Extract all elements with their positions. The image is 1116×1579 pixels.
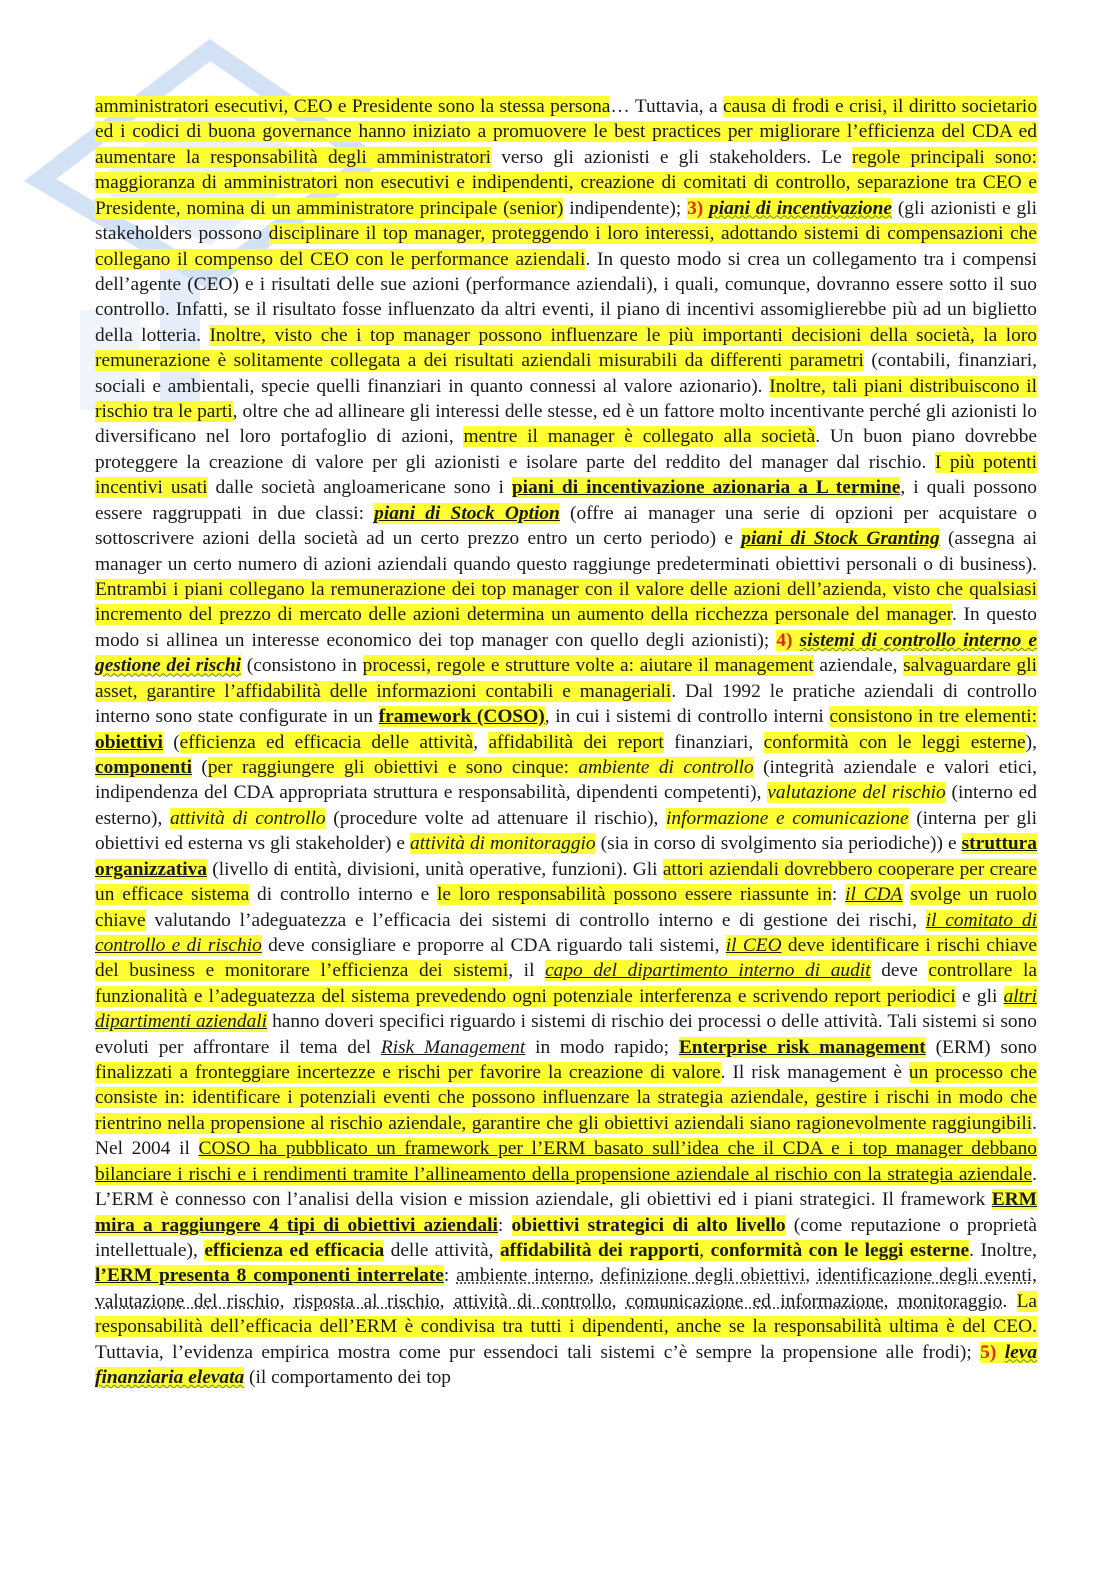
text-span: .	[1002, 1290, 1017, 1312]
text-span: efficienza ed efficacia delle attività	[179, 731, 474, 753]
text-span: (procedure volte ad attenuare il rischio),	[325, 807, 667, 829]
key-term: piani di Stock Option	[374, 502, 560, 524]
text-span: (come reputazione o proprietà intellettuale),	[95, 1214, 1037, 1261]
text-span: … Tuttavia, a	[610, 96, 724, 117]
text-span: (ERM) sono	[925, 1036, 1037, 1058]
section-heading: piani di incentivazione	[709, 197, 892, 219]
text-span	[792, 630, 799, 651]
text-span: delle attività,	[384, 1239, 500, 1261]
key-term: il CEO	[725, 934, 782, 956]
text-span: regole principali sono: maggioranza di amministratori non esecutivi e indipendenti, creazione di comitati di controllo, separazione tra CEO e Presidente, nomina di un amministratore principale (senior)	[95, 146, 1037, 219]
section-heading: sistemi di controllo interno e gestione dei rischi	[95, 629, 1037, 677]
list-number: 3)	[687, 197, 704, 219]
key-term: piani di Stock Granting	[741, 528, 940, 550]
text-span: (offre ai manager una serie di opzioni per acquistare o sottoscrivere azioni della società ad un certo prezzo entro un certo periodo) e	[95, 502, 1037, 550]
text-span: Inoltre, tali piani distribuiscono il rischio tra le parti	[95, 375, 1037, 423]
key-term: risposta al rischio	[293, 1290, 440, 1312]
text-span: attori aziendali dovrebbero cooperare per creare un efficace sistema	[95, 858, 1037, 906]
text-span: , oltre che ad allineare gli interessi delle stesse, ed è un fattore molto incentivante perché gli azionisti lo diversificano nel loro portafoglio di azioni,	[95, 401, 1038, 448]
text-span: (consistono in	[241, 655, 363, 677]
key-term: comunicazione ed informazione	[625, 1290, 884, 1312]
text-span: . In questo modo si allinea un interesse economico dei top manager con quello degli azionisti);	[95, 604, 1037, 651]
text-span: ,	[805, 1265, 817, 1287]
text-span	[996, 1342, 1004, 1363]
text-span: ,	[439, 1290, 454, 1312]
text-span: . Dal 1992 le pratiche aziendali di controllo interno sono state configurate in un	[95, 680, 1037, 728]
text-span: , i quali possono essere raggruppati in due classi:	[95, 477, 1037, 524]
text-span: (	[162, 731, 180, 753]
text-span: le loro responsabilità possono essere riassunte in	[437, 884, 832, 906]
text-span: per raggiungere gli obiettivi e sono cinque:	[207, 756, 579, 778]
key-term: definizione degli obiettivi	[600, 1265, 806, 1287]
key-term: informazione e comunicazione	[666, 807, 909, 829]
key-term: obiettivi	[95, 731, 163, 753]
text-span: ,	[1032, 1265, 1037, 1287]
key-term: attività di controllo	[453, 1290, 612, 1312]
text-span: salvaguardare gli asset, garantire l’affidabilità delle informazioni contabili e manageriali	[95, 655, 1037, 702]
text-span: deve	[870, 960, 929, 982]
text-span: e gli	[955, 985, 1004, 1007]
text-span: . Il risk management è	[720, 1062, 909, 1084]
text-span: amministratori esecutivi, CEO e Presidente sono la stessa persona	[95, 96, 611, 117]
text-span: (livello di entità, divisioni, unità operative, funzioni). Gli	[207, 858, 663, 880]
text-span: svolge un ruolo chiave	[95, 884, 1037, 931]
text-span: COSO ha pubblicato un framework per l’ERM basato sull’idea che il CDA e i top manager debbano bilanciare i rischi e i rendimenti tramite l’allineamento della propensione aziendale al rischio con la strategia aziendale	[95, 1138, 1037, 1185]
key-term: il comitato di controllo e di rischio	[95, 909, 1037, 956]
text-span: , in cui i sistemi di controllo interni	[544, 706, 830, 728]
text-span: indipendente);	[563, 197, 688, 219]
text-span: ,	[473, 731, 489, 753]
text-span: dalle società angloamericane sono i	[207, 477, 512, 499]
text-span: di controllo interno e	[249, 884, 438, 906]
key-term: struttura organizzativa	[95, 833, 1037, 880]
key-term: conformità con le leggi esterne	[710, 1239, 970, 1261]
text-span: . Nel 2004 il	[95, 1112, 1037, 1160]
text-span: ,	[699, 1239, 711, 1261]
key-term: ambiente interno	[456, 1265, 590, 1287]
text-span: conformità con le leggi esterne	[763, 731, 1026, 753]
body-paragraph	[95, 94, 1037, 1391]
text-span: processi, regole e strutture volte a: aiutare il management	[362, 655, 814, 677]
text-span: ,	[589, 1265, 601, 1287]
text-span: valutando l’adeguatezza e l’efficacia dei sistemi di controllo interno e di gestione dei rischi,	[145, 909, 926, 931]
key-term: ERM mira a raggiungere 4 tipi di obiettivi aziendali	[95, 1189, 1037, 1236]
key-term: attività di controllo	[169, 807, 326, 829]
key-term: attività di monitoraggio	[410, 833, 596, 855]
text-span: . Inoltre,	[969, 1239, 1037, 1261]
text-span: ,	[611, 1290, 626, 1312]
text-span: Inoltre, visto che i top manager possono influenzare le più importanti decisioni della società, la loro remunerazione è solitamente collegata a dei risultati aziendali misurabili da differenti parametri	[95, 324, 1037, 372]
text-span: :	[443, 1265, 457, 1287]
key-term: framework (COSO)	[378, 706, 545, 728]
key-term: altri dipartimenti aziendali	[95, 985, 1037, 1033]
key-term: capo del dipartimento interno di audit	[545, 960, 871, 982]
text-span: (interno ed esterno),	[95, 782, 1037, 829]
text-span: verso gli azionisti e gli stakeholders. Le	[491, 146, 852, 168]
text-span: (il comportamento dei top	[244, 1367, 451, 1389]
text-span: (integrità aziendale e valori etici, indipendenza del CDA appropriata struttura e responsabilità, dipendenti competenti),	[95, 756, 1038, 804]
text-span: ,	[883, 1290, 898, 1312]
text-span: Tuttavia, l’evidenza empirica mostra come pur essendoci tali sistemi c’è sempre la propensione alle frodi);	[95, 1341, 981, 1363]
key-term: componenti	[95, 756, 192, 778]
text-span: :	[497, 1214, 512, 1236]
text-span: (interna per gli obiettivi ed esterna vs gli stakeholder) e	[95, 807, 1037, 855]
key-term: affidabilità dei rapporti	[499, 1239, 700, 1261]
text-span: ),	[1025, 731, 1037, 753]
text-span: (gli azionisti e gli stakeholders possono	[95, 197, 1037, 245]
key-term: ambiente di controllo	[578, 756, 754, 778]
key-term: valutazione del rischio	[95, 1290, 280, 1312]
text-span: aziendale,	[813, 655, 904, 677]
text-span: deve consigliare e proporre al CDA riguardo tali sistemi,	[261, 934, 726, 956]
key-term: efficienza ed efficacia	[204, 1239, 385, 1261]
text-span: mentre il manager è collegato alla società	[463, 426, 816, 448]
key-term: il CDA	[845, 884, 903, 906]
key-term: monitoraggio	[897, 1290, 1003, 1312]
key-term: identificazione degli eventi	[816, 1265, 1033, 1287]
key-term: piani di incentivazione azionaria a L termine	[511, 477, 901, 499]
key-term: obiettivi strategici di alto livello	[511, 1214, 786, 1236]
text-span: hanno doveri specifici riguardo i sistemi di rischio dei processi o delle attività. Tali sistemi si sono evoluti per affrontare il tema del	[95, 1011, 1037, 1058]
key-term: Risk Management	[380, 1036, 526, 1058]
text-span: (	[191, 756, 208, 778]
section-heading: leva finanziaria elevata	[95, 1341, 1038, 1389]
text-span: Entrambi i piani collegano la remunerazione dei top manager con il valore delle azioni dell’azienda, visto che qualsiasi incremento del prezzo di mercato delle azioni determina un aumento della ricchezza personale del manager	[95, 579, 1037, 626]
text-span: :	[831, 884, 846, 906]
text-span: disciplinare il top manager, proteggendo i loro interessi, adottando sistemi di compensazioni che collegano il compenso del CEO con le performance aziendali	[95, 223, 1037, 270]
text-span: . Un buon piano dovrebbe proteggere la creazione di valore per gli azionisti e isolare parte del reddito del manager dal rischio.	[95, 426, 1037, 473]
list-number: 5)	[980, 1341, 997, 1363]
list-number: 4)	[776, 629, 793, 651]
text-span: I più potenti incentivi usati	[95, 451, 1037, 499]
text-span: (contabili, finanziari, sociali e ambientali, specie quelli finanziari in quanto connessi al valore azionario).	[95, 350, 1037, 397]
text-span: causa di frodi e crisi, il diritto societario ed i codici di buona governance hanno iniziato a promuovere le best practices per migliorare l’efficienza del CDA ed aumentare la responsabilità degli amministratori	[95, 96, 1038, 168]
text-span: consistono in tre elementi:	[829, 706, 1037, 728]
text-span: ,	[279, 1290, 294, 1312]
text-span: La responsabilità dell’efficacia dell’ERM è condivisa tra tutti i dipendenti, anche se la responsabilità ultima è del CEO.	[95, 1290, 1038, 1338]
text-span: deve identificare i rischi chiave del business e monitorare l’efficienza dei sistemi	[95, 934, 1037, 982]
key-term: Enterprise risk management	[678, 1036, 926, 1058]
text-span: , il	[508, 960, 546, 982]
text-span: finalizzati a fronteggiare incertezze e rischi per favorire la creazione di valore	[95, 1062, 721, 1084]
key-term: valutazione del rischio	[767, 782, 946, 804]
text-span: . L’ERM è connesso con l’analisi della vision e mission aziendale, gli obiettivi ed i piani strategici. Il framework	[95, 1163, 1037, 1211]
text-span: (sia in corso di svolgimento sia periodiche)) e	[595, 833, 962, 855]
key-term: l’ERM presenta 8 componenti interrelate	[95, 1265, 444, 1287]
text-span: controllare la funzionalità e l’adeguatezza del sistema prevedendo ogni potenziale interferenza e scrivendo report periodici	[95, 960, 1037, 1007]
text-span: affidabilità dei report	[488, 731, 664, 753]
text-span: (assegna ai manager un certo numero di azioni aziendali quando questo raggiunge predeterminati obiettivi personali o di business).	[95, 528, 1038, 575]
text-span: . In questo modo si crea un collegamento tra i compensi dell’agente (CEO) e i risultati delle sue azioni (performance aziendali), i quali, comunque, dovranno essere sotto il suo controllo. Infatti, se il risultato fosse influenzato da altri eventi, il piano di incentivi assomiglierebbe più ad un biglietto della lotteria.	[95, 248, 1037, 346]
text-span: un processo che consiste in: identificare i potenziali eventi che possono influenzare la strategia aziendale, gestire i rischi in modo che rientrino nella propensione al rischio aziendale, garantire che gli obiettivi aziendali siano ragionevolmente raggiungibili	[95, 1062, 1037, 1134]
text-span: in modo rapido;	[525, 1036, 679, 1058]
text-span: finanziari,	[663, 731, 764, 753]
